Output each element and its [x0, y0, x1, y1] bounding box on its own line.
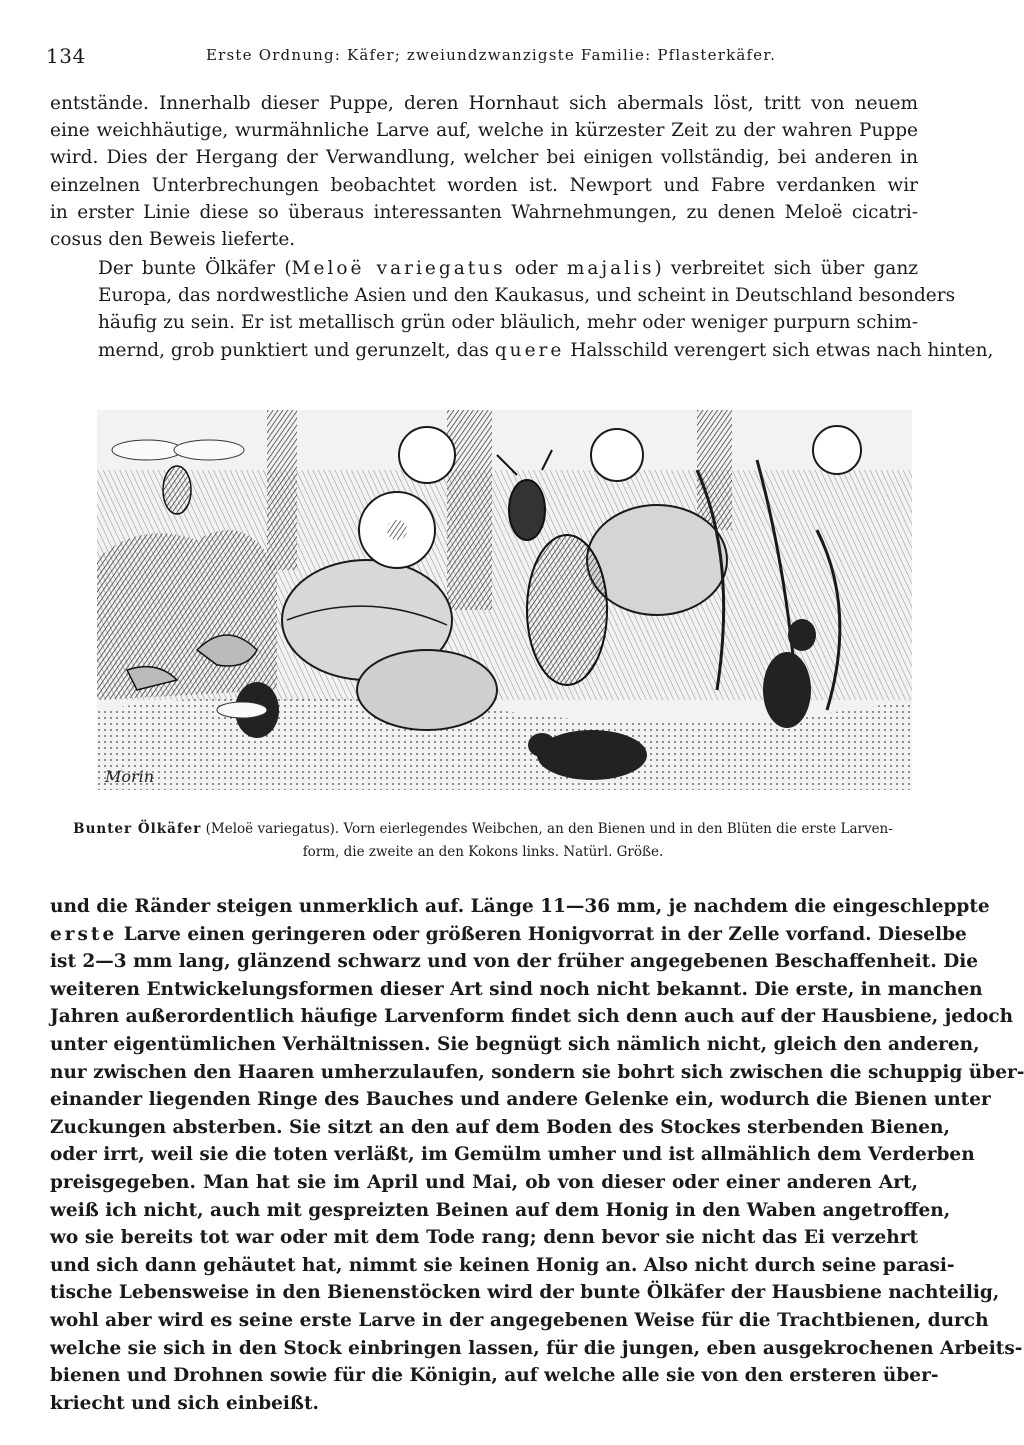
text-line: Jahren außerordentlich häufige Larvenform findet sich denn auch auf der Hausbiene, jedoch — [50, 1006, 1014, 1028]
text-line: Europa, das nordwestliche Asien und den Kaukasus, und scheint in Deutschland besonders — [98, 285, 956, 307]
page-number: 134 — [46, 44, 86, 68]
text-line: unter eigentümlichen Verhältnissen. Sie begnügt sich nämlich nicht, gleich den anderen, — [50, 1033, 980, 1055]
text-run: ) verbreitet sich über ganz — [654, 258, 918, 279]
figure-caption — [48, 818, 918, 864]
emphasis: quere — [494, 339, 565, 361]
paragraph-3 — [50, 893, 1024, 1417]
paragraph-1 — [50, 90, 918, 253]
text-line: in erster Linie diese so überaus interessanten Wahrnehmungen, zu denen Meloë cicatri- — [50, 201, 918, 223]
text-line: einzelnen Unterbrechungen beobachtet worden ist. Newport und Fabre verdanken wir — [50, 174, 918, 196]
engraving-illustration — [97, 410, 912, 790]
text-run: oder — [505, 258, 567, 279]
text-line: oder irrt, weil sie die toten verläßt, im Gemülm umher und ist allmählich dem Verderben — [50, 1144, 975, 1166]
text-line: tische Lebensweise in den Bienenstöcken wird der bunte Ölkäfer der Hausbiene nachteilig, — [50, 1282, 1000, 1304]
text-line: weiteren Entwickelungsformen dieser Art sind noch nicht bekannt. Die erste, in manchen — [50, 978, 983, 1000]
text-line: wird. Dies der Hergang der Verwandlung, welcher bei einigen vollständig, bei anderen in — [50, 147, 918, 169]
text-line: preisgegeben. Man hat sie im April und Mai, ob von dieser oder einer anderen Art, — [50, 1171, 918, 1193]
running-head: Erste Ordnung: Käfer; zweiundzwanzigste Familie: Pflasterkäfer. — [206, 46, 777, 64]
text-line: wohl aber wird es seine erste Larve in der angegebenen Weise für die Trachtbienen, durch — [50, 1309, 989, 1331]
text-run: Der bunte Ölkäfer ( — [98, 258, 292, 279]
text-line: und sich dann gehäutet hat, nimmt sie keinen Honig an. Also nicht durch seine parasi- — [50, 1254, 955, 1276]
text-line: weiß ich nicht, auch mit gespreizten Beinen auf dem Honig in den Waben angetroffen, — [50, 1199, 951, 1221]
artist-signature: Morin — [105, 767, 155, 786]
caption-line: form, die zweite an den Kokons links. Natürl. Größe. — [302, 844, 664, 860]
text-line: ist 2—3 mm lang, glänzend schwarz und von der früher angegebenen Beschaffenheit. Die — [50, 951, 979, 973]
emphasis: erste — [50, 923, 118, 945]
text-line: häufig zu sein. Er ist metallisch grün oder bläulich, mehr oder weniger purpurn schim- — [98, 312, 918, 334]
caption-title: Bunter Ölkäfer — [73, 821, 202, 837]
text-line: eine weichhäutige, wurmähnliche Larve auf, welche in kürzester Zeit zu der wahren Puppe — [50, 120, 918, 142]
caption-latin: (Meloë variegatus). — [205, 821, 340, 837]
text-run: Halsschild verengert sich etwas nach hinten, — [564, 339, 994, 361]
species-name: majalis — [566, 258, 655, 279]
text-line: cosus den Beweis lieferte. — [50, 229, 296, 251]
text-line — [50, 921, 967, 949]
text-line: Zuckungen absterben. Sie sitzt an den auf dem Boden des Stockes sterbenden Bienen, — [50, 1116, 950, 1138]
text-line — [50, 255, 918, 282]
caption-text: Vorn eierlegendes Weibchen, an den Bienen und in den Blüten die erste Larven- — [343, 821, 893, 837]
engraving-drawing — [97, 410, 912, 790]
paragraph-2 — [50, 255, 994, 364]
text-run: Larve einen geringeren oder größeren Honigvorrat in der Zelle vorfand. Dieselbe — [117, 923, 967, 945]
text-line: nur zwischen den Haaren umherzulaufen, sondern sie bohrt sich zwischen die schuppig über- — [50, 1061, 1024, 1083]
text-line: entstände. Innerhalb dieser Puppe, deren Hornhaut sich abermals löst, tritt von neuem — [50, 93, 918, 114]
text-run: mernd, grob punktiert und gerunzelt, das — [98, 339, 495, 361]
text-line: und die Ränder steigen unmerklich auf. Länge 11—36 mm, je nachdem die eingeschleppte — [50, 896, 990, 917]
text-line: welche sie sich in den Stock einbringen lassen, für die jungen, eben ausgekrochenen Arbeits- — [50, 1337, 1023, 1359]
caption-line — [48, 818, 918, 841]
text-line: bienen und Drohnen sowie für die Königin, auf welche alle sie von den ersteren über- — [50, 1365, 939, 1387]
species-name: Meloë variegatus — [291, 258, 506, 279]
text-line: einander liegenden Ringe des Bauches und andere Gelenke ein, wodurch die Bienen unter — [50, 1089, 991, 1111]
text-line: wo sie bereits tot war oder mit dem Tode rang; denn bevor sie nicht das Ei verzehrt — [50, 1227, 918, 1249]
text-line — [50, 337, 994, 364]
page-header — [46, 42, 916, 70]
text-line: kriecht und sich einbeißt. — [50, 1392, 319, 1414]
